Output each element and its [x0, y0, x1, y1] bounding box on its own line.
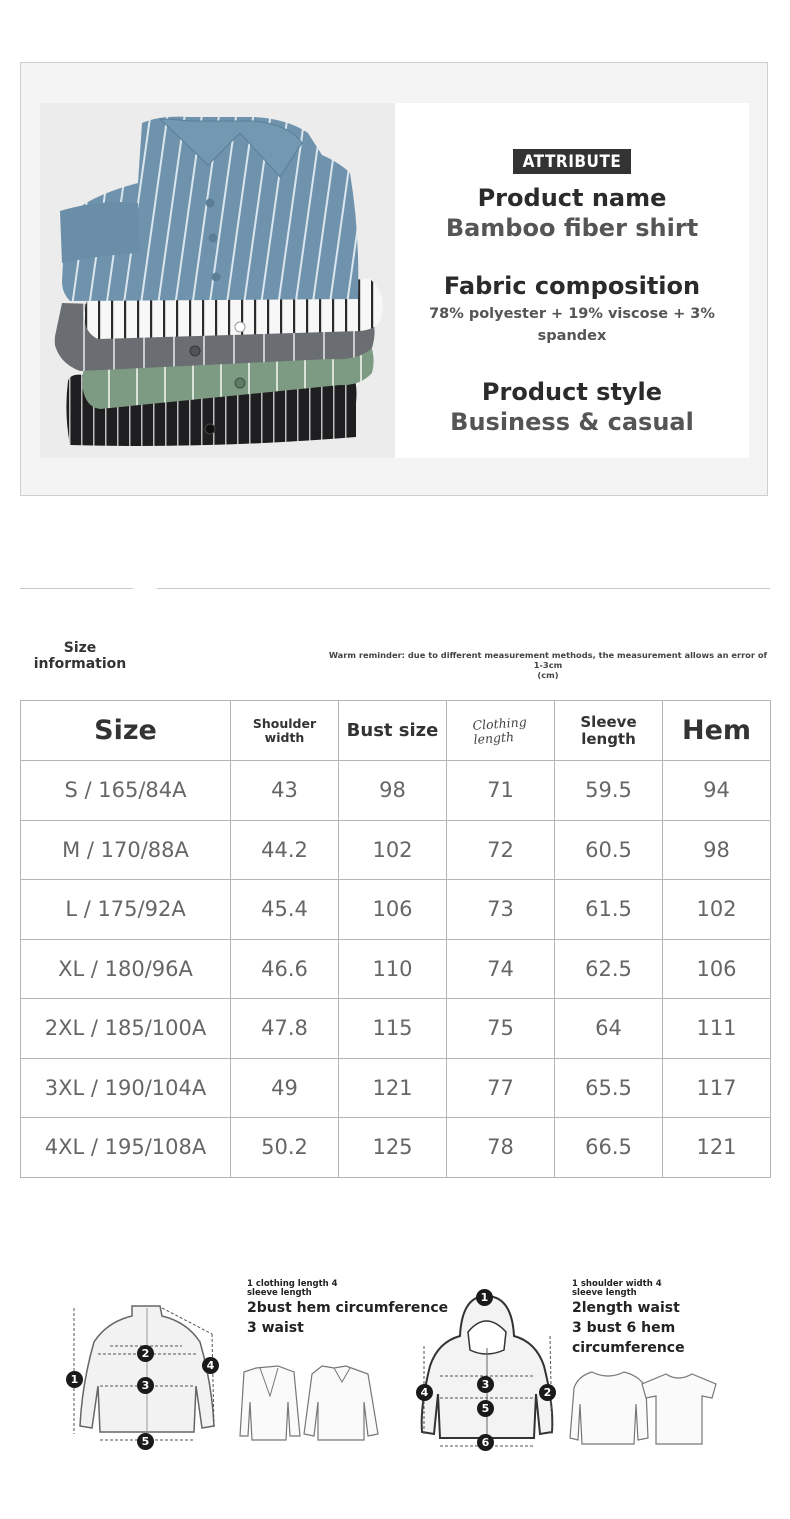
- header-sleeve-line2: length: [581, 729, 636, 748]
- jacket-marker-2-wrap: [137, 1344, 154, 1362]
- cell-shoulder-width: 46.6: [231, 939, 339, 999]
- hoodie-diagram-legend: [572, 1280, 777, 1358]
- jacket-marker-5: 5: [137, 1433, 154, 1450]
- product-name-label: Product name: [477, 184, 667, 212]
- tshirt-icon: [642, 1374, 716, 1444]
- hoodie-marker-1: 1: [476, 1289, 493, 1306]
- cell-clothing-length: 78: [447, 1118, 555, 1178]
- cell-hem: 102: [663, 880, 771, 940]
- hoodie-marker-2: 2: [539, 1384, 556, 1401]
- header-sleeve-length: [555, 701, 663, 761]
- cell-shoulder-width: 47.8: [231, 999, 339, 1059]
- cell-hem: 117: [663, 1058, 771, 1118]
- cell-bust-size: 125: [339, 1118, 447, 1178]
- jacket-marker-1: 1: [66, 1371, 83, 1388]
- jacket-legend-line-2: 3 waist: [247, 1320, 304, 1336]
- shirt-icon: [304, 1366, 378, 1440]
- jacket-marker-3-wrap: [137, 1376, 154, 1394]
- shirt-stack-illustration: [40, 103, 395, 458]
- suit-shirt-icons: [238, 1362, 388, 1446]
- product-name-value: Bamboo fiber shirt: [445, 214, 699, 242]
- fabric-composition-value: 78% polyester + 19% viscose + 3% spandex: [429, 306, 715, 344]
- jacket-diagram-svg: [62, 1294, 232, 1454]
- header-clothing-line2: length: [473, 728, 515, 747]
- cell-hem: 111: [663, 999, 771, 1059]
- cell-sleeve-length: 64: [555, 999, 663, 1059]
- table-row: [21, 880, 771, 940]
- jacket-legend-line-1: 2bust hem circumference: [247, 1300, 449, 1316]
- header-shoulder-line1: Shoulder: [252, 715, 317, 731]
- header-shoulder-width: [231, 701, 339, 761]
- jacket-measurement-diagram: [62, 1294, 232, 1454]
- attribute-badge: ATTRIBUTE: [513, 149, 632, 174]
- cell-hem: 106: [663, 939, 771, 999]
- table-row: [21, 1118, 771, 1178]
- cell-bust-size: 110: [339, 939, 447, 999]
- header-sleeve-line1: Sleeve: [580, 712, 637, 731]
- sweater-tshirt-icons: [566, 1366, 720, 1448]
- suit-shirt-icons-svg: [238, 1362, 388, 1446]
- cell-hem: 121: [663, 1118, 771, 1178]
- jacket-marker-1-wrap: [66, 1370, 83, 1388]
- cell-bust-size: 102: [339, 820, 447, 880]
- cell-bust-size: 106: [339, 880, 447, 940]
- header-size: Size: [21, 701, 231, 761]
- sweater-icon: [570, 1372, 648, 1444]
- cell-sleeve-length: 66.5: [555, 1118, 663, 1178]
- header-hem: Hem: [663, 701, 771, 761]
- table-row: [21, 761, 771, 821]
- header-clothing-line1: Clothing: [472, 713, 528, 733]
- size-table-body: [21, 761, 771, 1178]
- cell-shoulder-width: 43: [231, 761, 339, 821]
- divider-left: [20, 588, 133, 589]
- jacket-legend-small-2: sleeve length: [247, 1288, 312, 1298]
- hoodie-legend-line-1: 2length waist: [572, 1300, 680, 1316]
- suit-icon: [240, 1366, 300, 1440]
- hoodie-measurement-diagram: [412, 1286, 562, 1451]
- cell-shoulder-width: 49: [231, 1058, 339, 1118]
- jacket-marker-4: 4: [202, 1357, 219, 1374]
- product-style-value: Business & casual: [450, 408, 694, 436]
- cell-size: 3XL / 190/104A: [21, 1058, 231, 1118]
- cell-sleeve-length: 62.5: [555, 939, 663, 999]
- cell-clothing-length: 72: [447, 820, 555, 880]
- hoodie-marker-3-wrap: [477, 1375, 494, 1393]
- hoodie-legend-small-2: sleeve length: [572, 1288, 637, 1298]
- warm-reminder-line2: (cm): [537, 670, 559, 680]
- size-information-title: [20, 640, 140, 672]
- hoodie-marker-2-wrap: [539, 1383, 556, 1401]
- size-table-header: [21, 701, 771, 761]
- warm-reminder-line1: Warm reminder: due to different measurement methods, the measurement allows an error of 1-3cm: [328, 650, 768, 670]
- jacket-marker-3: 3: [137, 1377, 154, 1394]
- hoodie-legend-small-1: 1 shoulder width 4: [572, 1279, 662, 1289]
- cell-clothing-length: 71: [447, 761, 555, 821]
- header-bust-size: Bust size: [339, 701, 447, 761]
- jacket-marker-5-wrap: [137, 1432, 154, 1450]
- cell-sleeve-length: 65.5: [555, 1058, 663, 1118]
- cell-shoulder-width: 50.2: [231, 1118, 339, 1178]
- table-row: [21, 1058, 771, 1118]
- cell-hem: 98: [663, 820, 771, 880]
- cell-bust-size: 115: [339, 999, 447, 1059]
- hoodie-marker-3: 3: [477, 1376, 494, 1393]
- hoodie-diagram-svg: [412, 1286, 562, 1451]
- table-row: [21, 999, 771, 1059]
- cell-bust-size: 121: [339, 1058, 447, 1118]
- sweater-tshirt-icons-svg: [566, 1366, 720, 1448]
- shirt-stack-photo: [40, 103, 395, 458]
- cell-clothing-length: 75: [447, 999, 555, 1059]
- hoodie-marker-1-wrap: [476, 1288, 493, 1306]
- product-style-label: Product style: [481, 378, 663, 406]
- hoodie-marker-6: 6: [477, 1434, 494, 1451]
- cell-bust-size: 98: [339, 761, 447, 821]
- table-row: [21, 820, 771, 880]
- divider-right: [157, 588, 770, 589]
- cell-size: S / 165/84A: [21, 761, 231, 821]
- warm-reminder: [326, 650, 770, 680]
- hoodie-marker-5: 5: [477, 1400, 494, 1417]
- cell-sleeve-length: 60.5: [555, 820, 663, 880]
- hoodie-marker-5-wrap: [477, 1399, 494, 1417]
- jacket-marker-2: 2: [137, 1345, 154, 1362]
- cell-sleeve-length: 61.5: [555, 880, 663, 940]
- cell-shoulder-width: 45.4: [231, 880, 339, 940]
- cell-size: 4XL / 195/108A: [21, 1118, 231, 1178]
- hoodie-legend-line-2: 3 bust 6 hem circumference: [572, 1320, 685, 1356]
- cell-size: XL / 180/96A: [21, 939, 231, 999]
- cell-size: M / 170/88A: [21, 820, 231, 880]
- cell-shoulder-width: 44.2: [231, 820, 339, 880]
- cell-size: L / 175/92A: [21, 880, 231, 940]
- size-information-line1: Size: [63, 640, 97, 656]
- cell-sleeve-length: 59.5: [555, 761, 663, 821]
- header-shoulder-line2: width: [264, 729, 305, 745]
- hoodie-marker-4: 4: [416, 1384, 433, 1401]
- size-information-line2: information: [33, 656, 127, 672]
- size-table: [20, 700, 771, 1178]
- cell-clothing-length: 73: [447, 880, 555, 940]
- cell-size: 2XL / 185/100A: [21, 999, 231, 1059]
- cell-clothing-length: 74: [447, 939, 555, 999]
- cell-clothing-length: 77: [447, 1058, 555, 1118]
- cell-hem: 94: [663, 761, 771, 821]
- fabric-composition-label: Fabric composition: [443, 272, 701, 300]
- attribute-card: [395, 103, 749, 458]
- hoodie-marker-4-wrap: [416, 1383, 433, 1401]
- jacket-marker-4-wrap: [202, 1356, 219, 1374]
- jacket-legend-small-1: 1 clothing length 4: [247, 1279, 338, 1289]
- table-row: [21, 939, 771, 999]
- hoodie-marker-6-wrap: [477, 1433, 494, 1451]
- header-clothing-length: [447, 701, 555, 761]
